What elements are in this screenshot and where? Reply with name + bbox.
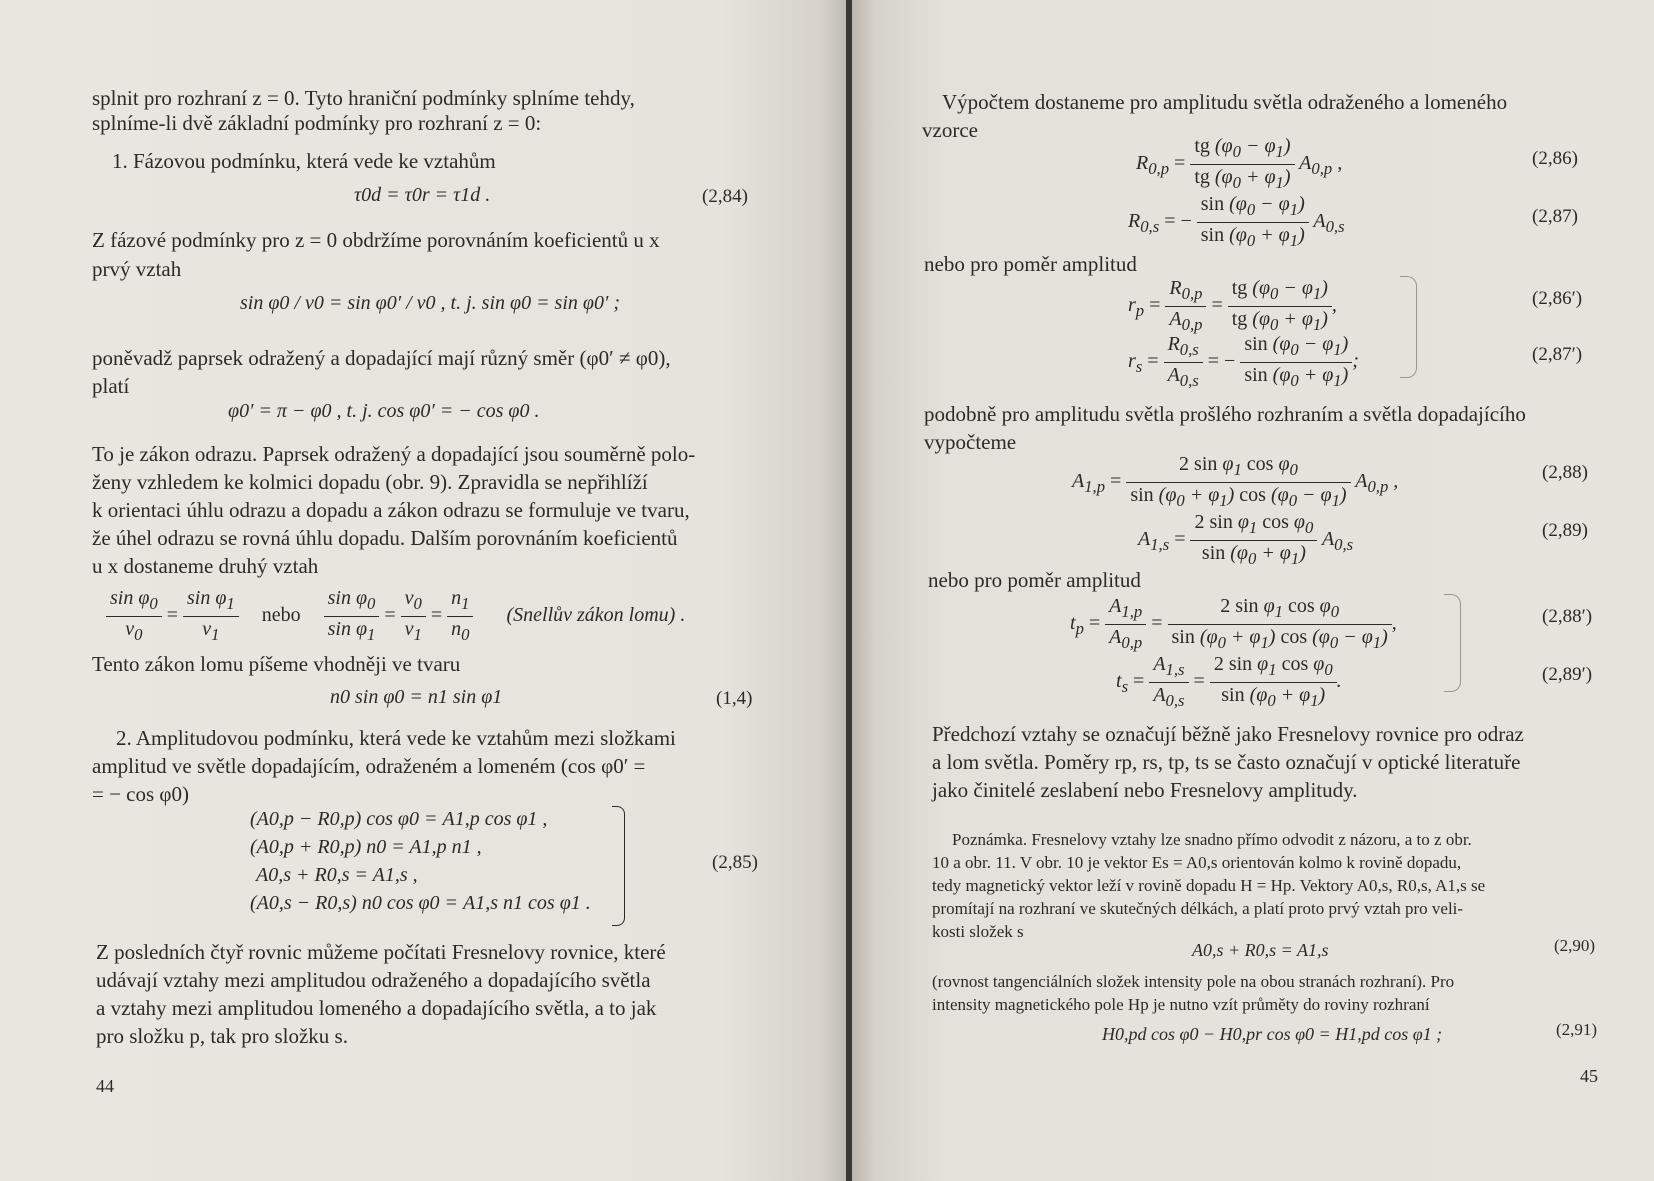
page-number: 44 xyxy=(96,1076,114,1096)
text-line: Předchozí vztahy se označují běžně jako Fresnelovy rovnice pro odraz xyxy=(932,722,1524,746)
text-line: 1. Fázovou podmínku, která vede ke vztahům xyxy=(112,149,496,173)
text-line: a lom světla. Poměry rp, rs, tp, ts se často označují v optické literatuře xyxy=(932,750,1521,774)
equation-2-90: A0,s + R0,s = A1,s xyxy=(1192,940,1329,960)
note-line: kosti složek s xyxy=(932,922,1024,941)
text-line: že úhel odrazu se rovná úhlu dopadu. Dalším porovnáním koeficientů xyxy=(92,526,678,550)
page-right xyxy=(852,0,1654,1181)
note-line: (rovnost tangenciálních složek intensity pole na obou stranách rozhraní). Pro xyxy=(932,972,1455,991)
equation-reflection: φ0′ = π − φ0 , t. j. cos φ0′ = − cos φ0 . xyxy=(228,400,540,422)
snell-or-word: nebo xyxy=(261,604,301,627)
equation-2-86: $R_{0,p}$ = $\frac{tg (\varphi_0 - \varphi_1)}{tg (\varphi_0 + \varphi_1)}$ $A_{0,p}$ , xyxy=(1136,135,1343,192)
text-line: splníme-li dvě základní podmínky pro rozhraní z = 0: xyxy=(92,111,542,135)
text-line: a vztahy mezi amplitudou lomeného a dopadajícího světla, a to jak xyxy=(96,996,657,1020)
equation-number: (2,84) xyxy=(702,186,748,207)
text-line: prvý vztah xyxy=(92,257,182,281)
pencil-brace xyxy=(1444,594,1461,692)
equation-number: (2,87′) xyxy=(1532,344,1583,365)
equation-number: (2,86) xyxy=(1532,148,1578,169)
note-line: promítají na rozhraní ve skutečných délkách, a platí proto prvý vztah pro veli- xyxy=(932,899,1464,918)
page-number: 45 xyxy=(1580,1066,1598,1086)
equation-2-86-prime: $r_p$ = $\frac{R_{0,p}}{A_{0,p}}$ = $\frac{tg (\varphi_0 - \varphi_1)}{tg (\varphi_0 + \varphi_1)}$ , xyxy=(1128,277,1337,334)
equation-2-89-prime: $t_s$ = $\frac{A_{1,s}}{A_{0,s}}$ = $\frac{2 \sin \varphi_1 \cos \varphi_0}{\sin (\varphi_0 + \varphi_1)}$ . xyxy=(1116,653,1342,710)
text-line: splnit pro rozhraní z = 0. Tyto hraniční podmínky splníme tehdy, xyxy=(92,86,635,110)
system-line: A0,s + R0,s = A1,s , xyxy=(256,864,418,886)
text-line: 2. Amplitudovou podmínku, která vede ke vztahům mezi složkami xyxy=(116,726,676,750)
equation-number: (2,89′) xyxy=(1542,664,1593,685)
equation-2-88: $A_{1,p}$ = $\frac{2 \sin \varphi_1 \cos \varphi_0}{\sin (\varphi_0 + \varphi_1) \cos (\varphi_0 - \varphi_1)}$ $A_{0,p}$ , xyxy=(1072,453,1399,510)
equation-number: (2,87) xyxy=(1532,206,1578,227)
text-line: podobně pro amplitudu světla prošlého rozhraním a světla dopadajícího xyxy=(924,402,1526,426)
text-line: Z posledních čtyř rovnic můžeme počítati Fresnelovy rovnice, které xyxy=(96,940,666,964)
equation-2-88-prime: $t_p$ = $\frac{A_{1,p}}{A_{0,p}}$ = $\frac{2 \sin \varphi_1 \cos \varphi_0}{\sin (\varphi_0 + \varphi_1) \cos (\varphi_0 - \varphi_1)}$ , xyxy=(1070,595,1397,652)
text-line: nebo pro poměr amplitud xyxy=(924,252,1137,276)
equation-1-4: n0 sin φ0 = n1 sin φ1 xyxy=(330,686,503,708)
text-line: ženy vzhledem ke kolmici dopadu (obr. 9). Zpravidla se nepřihlíží xyxy=(92,470,648,494)
system-brace xyxy=(612,806,625,926)
text-line: vzorce xyxy=(922,118,978,142)
pencil-brace xyxy=(1400,276,1417,378)
text-line: Z fázové podmínky pro z = 0 obdržíme porovnáním koeficientů u x xyxy=(92,228,660,252)
text-line: Výpočtem dostaneme pro amplitudu světla odraženého a lomeného xyxy=(942,90,1508,114)
equation-number: (2,89) xyxy=(1542,520,1588,541)
text-line: jako činitelé zeslabení nebo Fresnelovy amplitudy. xyxy=(932,778,1358,802)
snell-law-name: (Snellův zákon lomu) . xyxy=(506,604,686,627)
equation-number: (2,90) xyxy=(1554,936,1596,955)
equation-number: (2,88′) xyxy=(1542,606,1593,627)
equation-number: (1,4) xyxy=(716,688,753,709)
equation-snell: $\frac{\sin \varphi_0}{v_0}$ = $\frac{\sin \varphi_1}{v_1}$ nebo $\frac{\sin \varphi_0}{\sin \varphi_1}$ = $\frac{v_0}{v_1}$ = $\frac{n_1}{n_0}$ (Snellův zákon lomu) . xyxy=(106,586,685,647)
text-line: nebo pro poměr amplitud xyxy=(928,568,1141,592)
text-line: pro složku p, tak pro složku s. xyxy=(96,1024,348,1048)
equation-2-91: H0,pd cos φ0 − H0,pr cos φ0 = H1,pd cos φ1 ; xyxy=(1102,1024,1443,1044)
note-line: Poznámka. Fresnelovy vztahy lze snadno přímo odvodit z názoru, a to z obr. xyxy=(952,830,1472,849)
system-line: (A0,p − R0,p) cos φ0 = A1,p cos φ1 , xyxy=(250,808,548,830)
equation-phase: sin φ0 / v0 = sin φ0′ / v0 , t. j. sin φ0 = sin φ0′ ; xyxy=(240,292,620,314)
equation-2-84: τ0d = τ0r = τ1d . xyxy=(354,184,491,206)
text-line: k orientaci úhlu odrazu a dopadu a zákon odrazu se formuluje ve tvaru, xyxy=(92,498,690,522)
text-line: udávají vztahy mezi amplitudou odraženého a dopadajícího světla xyxy=(96,968,651,992)
note-line: intensity magnetického pole Hp je nutno vzít průměty do roviny rozhraní xyxy=(932,995,1430,1014)
equation-number: (2,85) xyxy=(712,852,758,873)
text-line: u x dostaneme druhý vztah xyxy=(92,554,319,578)
text-line: poněvadž paprsek odražený a dopadající mají různý směr (φ0′ ≠ φ0), xyxy=(92,346,671,370)
text-line: Tento zákon lomu píšeme vhodněji ve tvaru xyxy=(92,652,461,676)
equation-2-89: $A_{1,s}$ = $\frac{2 \sin \varphi_1 \cos \varphi_0}{\sin (\varphi_0 + \varphi_1)}$ $A_{0,s}$ xyxy=(1138,511,1354,568)
equation-number: (2,86′) xyxy=(1532,288,1583,309)
text-line: = − cos φ0) xyxy=(92,782,190,806)
text-line: To je zákon odrazu. Paprsek odražený a dopadající jsou souměrně polo- xyxy=(92,442,696,466)
text-line: vypočteme xyxy=(924,430,1017,454)
equation-number: (2,88) xyxy=(1542,462,1588,483)
system-line: (A0,s − R0,s) n0 cos φ0 = A1,s n1 cos φ1 . xyxy=(250,892,591,914)
equation-number: (2,91) xyxy=(1556,1020,1598,1039)
note-line: tedy magnetický vektor leží v rovině dopadu H = Hp. Vektory A0,s, R0,s, A1,s se xyxy=(932,876,1486,895)
text-line: platí xyxy=(92,374,130,398)
text-line: amplitud ve světle dopadajícím, odraženém a lomeném (cos φ0′ = xyxy=(92,754,646,778)
system-line: (A0,p + R0,p) n0 = A1,p n1 , xyxy=(250,836,482,858)
equation-2-87-prime: $r_s$ = $\frac{R_{0,s}}{A_{0,s}}$ = − $\frac{\sin (\varphi_0 - \varphi_1)}{\sin (\varphi_0 + \varphi_1)}$ ; xyxy=(1128,333,1359,390)
equation-2-87: $R_{0,s}$ = − $\frac{\sin (\varphi_0 - \varphi_1)}{\sin (\varphi_0 + \varphi_1)}$ $A_{0,s}$ xyxy=(1128,193,1345,250)
note-line: 10 a obr. 11. V obr. 10 je vektor Es = A0,s orientován kolmo k rovině dopadu, xyxy=(932,853,1462,872)
